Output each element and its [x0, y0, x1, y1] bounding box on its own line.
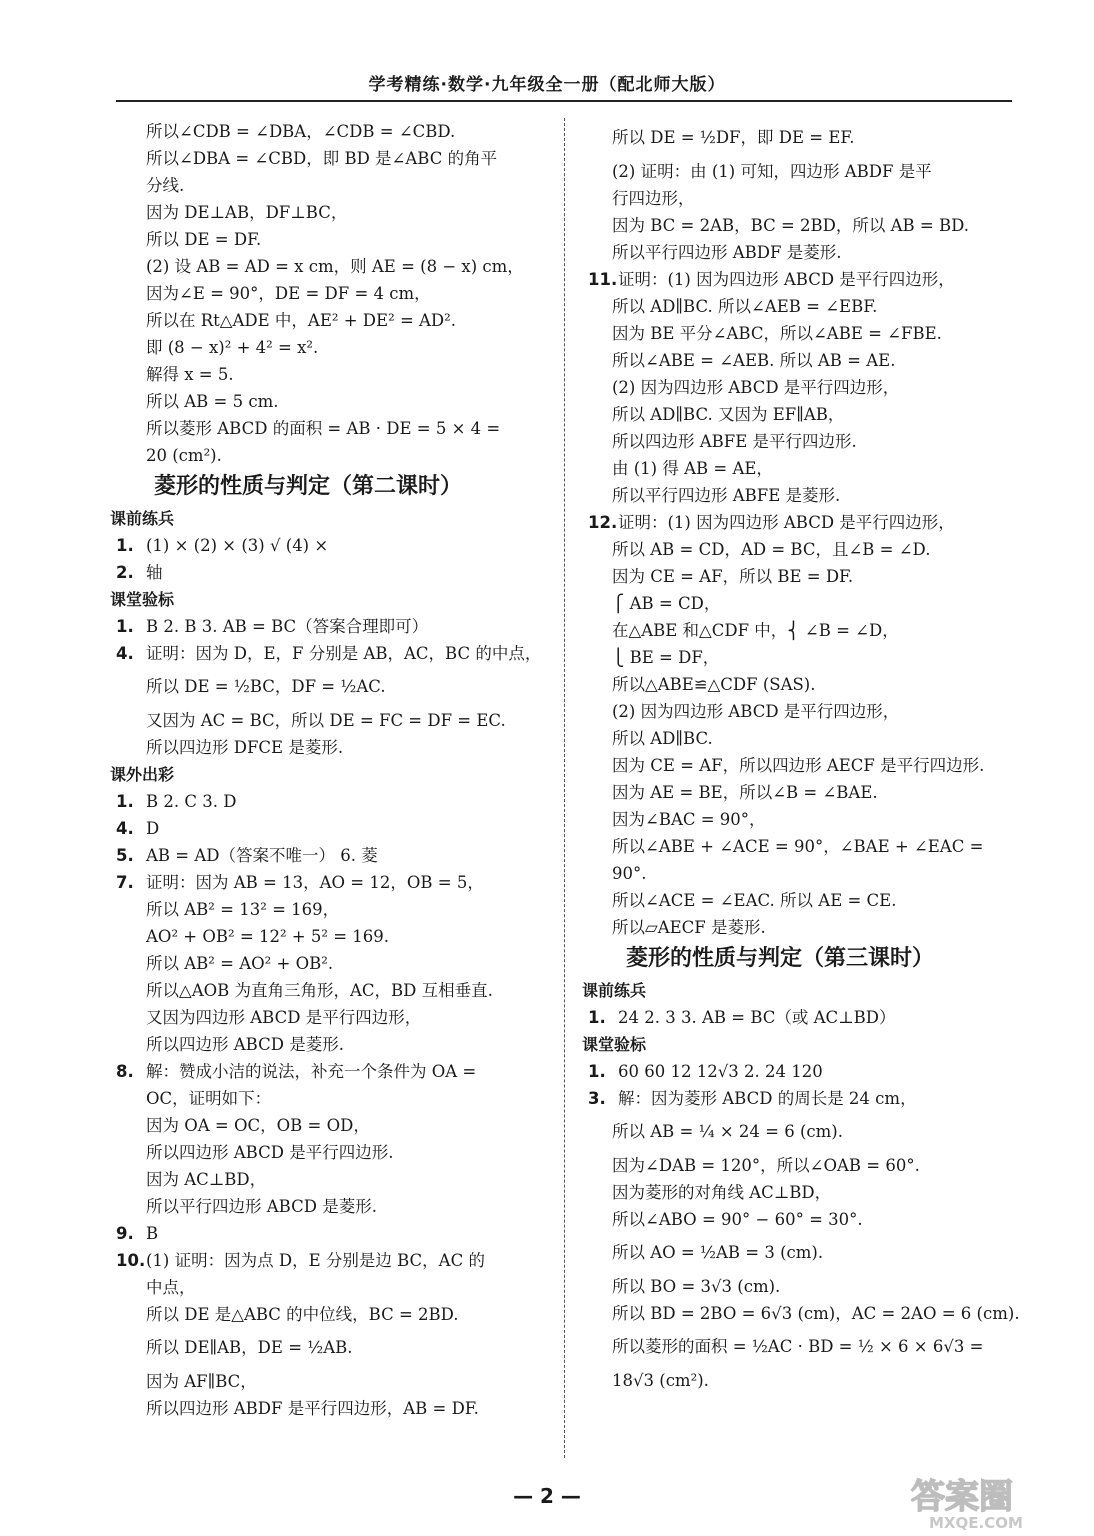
text-line: (2) 设 AB = AD = x cm，则 AE = (8 − x) cm， [146, 257, 524, 276]
text-line: 因为 BE 平分∠ABC，所以∠ABE = ∠FBE. [612, 324, 942, 343]
text-line: AO² + OB² = 12² + 5² = 169. [146, 927, 390, 946]
item-number: 1. [588, 1062, 606, 1081]
numbered-item [582, 266, 1012, 293]
text-line: 因为∠BAC = 90°， [612, 810, 766, 829]
text-line: 因为菱形的对角线 AC⊥BD， [612, 1183, 832, 1202]
item-text: 证明：因为 AB = 13，AO = 12，OB = 5， [146, 873, 484, 892]
numbered-item [110, 815, 550, 842]
section-title: 菱形的性质与判定（第二课时） [154, 474, 463, 499]
text-line: 所以∠ACE = ∠EAC. 所以 AE = CE. [612, 891, 897, 910]
text-line: 所以 AB = CD，AD = BC，且∠B = ∠D. [612, 540, 931, 559]
text-line: 分线. [146, 176, 185, 195]
text-line: 因为 AF∥BC， [146, 1372, 257, 1391]
numbered-item [582, 1058, 1012, 1085]
item-text: 证明：(1) 因为四边形 ABCD 是平行四边形， [618, 513, 955, 532]
text-line: 因为 OA = OC，OB = OD， [146, 1116, 370, 1135]
text-line: 又因为 AC = BC，所以 DE = FC = DF = EC. [146, 711, 506, 730]
item-number: 4. [116, 819, 134, 838]
text-line: 所以 DE = DF. [146, 230, 262, 249]
text-line: 所以平行四边形 ABDF 是菱形. [612, 243, 842, 262]
text-line: 即 (8 − x)² + 4² = x². [146, 338, 319, 357]
text-line: 所以▱AECF 是菱形. [612, 918, 766, 937]
text-line: 所以△ABE≌△CDF (SAS). [612, 675, 816, 694]
text-line: 所以 AB² = AO² + OB². [146, 954, 334, 973]
text-line: 所以四边形 ABCD 是平行四边形. [146, 1143, 394, 1162]
text-line: (2) 证明：由 (1) 可知，四边形 ABDF 是平 [612, 162, 932, 181]
item-number: 1. [116, 536, 134, 555]
text-line: 所以菱形 ABCD 的面积 = AB · DE = 5 × 4 = [146, 419, 501, 438]
item-text: AB = AD（答案不唯一） 6. 菱 [146, 846, 378, 865]
text-line: 所以 AD∥BC. 所以∠AEB = ∠EBF. [612, 297, 878, 316]
svg-text:答案圈: 答案圈 [911, 1477, 1013, 1517]
text-line: ⎩ BE = DF， [612, 648, 720, 667]
svg-text:MXQE.COM: MXQE.COM [929, 1514, 1023, 1532]
item-number: 3. [588, 1089, 606, 1108]
left-column [110, 118, 550, 1422]
text-line: 所以 AB = ¼ × 24 = 6 (cm). [612, 1122, 843, 1141]
item-text: B [146, 1224, 159, 1243]
text-line: 因为 CE = AF，所以 BE = DF. [612, 567, 854, 586]
numbered-item [110, 559, 550, 586]
text-line: 所以∠ABO = 90° − 60° = 30°. [612, 1210, 863, 1229]
text-line: 因为 AE = BE，所以∠B = ∠BAE. [612, 783, 878, 802]
text-line: 所以 DE = ½DF，即 DE = EF. [612, 128, 855, 147]
text-line: 因为∠E = 90°，DE = DF = 4 cm， [146, 284, 431, 303]
text-line: 因为 DE⊥AB，DF⊥BC， [146, 203, 348, 222]
text-line: 因为 BC = 2AB，BC = 2BD，所以 AB = BD. [612, 216, 969, 235]
text-line: 所以平行四边形 ABCD 是菱形. [146, 1197, 377, 1216]
item-number: 4. [116, 644, 134, 663]
text-line: 所以△AOB 为直角三角形，AC，BD 互相垂直. [146, 981, 493, 1000]
text-line: 所以∠CDB = ∠DBA，∠CDB = ∠CBD. [146, 122, 456, 141]
text-line: 所以在 Rt△ADE 中，AE² + DE² = AD². [146, 311, 457, 330]
text-line: 所以 AD∥BC. [612, 729, 713, 748]
text-line: 所以 AB² = 13² = 169， [146, 900, 340, 919]
text-line: 所以 DE 是△ABC 的中位线，BC = 2BD. [146, 1305, 459, 1324]
page-header: 学考精练·数学·九年级全一册（配北师大版） [368, 75, 726, 95]
numbered-item [110, 640, 550, 667]
item-number: 10. [116, 1251, 146, 1270]
item-text: 24 2. 3 3. AB = BC（或 AC⊥BD） [618, 1008, 896, 1027]
numbered-item [582, 509, 1012, 536]
text-line: 所以四边形 ABCD 是菱形. [146, 1035, 344, 1054]
item-number: 1. [588, 1008, 606, 1027]
text-line: 所以平行四边形 ABFE 是菱形. [612, 486, 841, 505]
text-line: 行四边形， [612, 189, 695, 208]
text-line: 中点， [146, 1278, 196, 1297]
subsection-heading: 课外出彩 [110, 765, 175, 784]
text-line: 又因为四边形 ABCD 是平行四边形， [146, 1008, 422, 1027]
text-line: 在△ABE 和△CDF 中，⎨ ∠B = ∠D， [612, 621, 899, 640]
item-text: 证明：因为 D，E，F 分别是 AB，AC，BC 的中点， [146, 644, 542, 663]
text-line: 解得 x = 5. [146, 365, 234, 384]
header-rule [116, 100, 1012, 102]
item-number: 5. [116, 846, 134, 865]
item-text: 轴 [146, 563, 163, 582]
section-title: 菱形的性质与判定（第三课时） [626, 946, 935, 971]
item-text: (1) 证明：因为点 D，E 分别是边 BC，AC 的 [146, 1251, 485, 1270]
text-line: (2) 因为四边形 ABCD 是平行四边形， [612, 702, 900, 721]
page-number: — 2 — [513, 1484, 581, 1508]
item-text: 解：赞成小洁的说法，补充一个条件为 OA = [146, 1062, 477, 1081]
numbered-item [110, 788, 550, 815]
numbered-item [110, 1247, 550, 1274]
numbered-item [110, 869, 550, 896]
numbered-item [110, 1058, 550, 1085]
item-number: 2. [116, 563, 134, 582]
text-line: 所以∠ABE = ∠AEB. 所以 AB = AE. [612, 351, 896, 370]
item-text: B 2. B 3. AB = BC（答案合理即可） [146, 617, 429, 636]
text-line: 因为∠DAB = 120°，所以∠OAB = 60°. [612, 1156, 920, 1175]
watermark-logo [905, 1470, 1080, 1532]
item-text: 证明：(1) 因为四边形 ABCD 是平行四边形， [618, 270, 955, 289]
item-number: 7. [116, 873, 134, 892]
text-line: ⎧ AB = CD， [612, 594, 721, 613]
item-number: 1. [116, 792, 134, 811]
item-text: 解：因为菱形 ABCD 的周长是 24 cm， [618, 1089, 917, 1108]
subsection-heading: 课前练兵 [582, 981, 647, 1000]
text-line: 所以 DE∥AB，DE = ½AB. [146, 1338, 353, 1357]
text-line: 所以 BO = 3√3 (cm). [612, 1277, 781, 1296]
item-number: 9. [116, 1224, 134, 1243]
text-line: 18√3 (cm²). [612, 1371, 709, 1390]
item-text: B 2. C 3. D [146, 792, 237, 811]
item-text: D [146, 819, 160, 838]
subsection-heading: 课堂验标 [582, 1035, 647, 1054]
text-line: 所以 DE = ½BC，DF = ½AC. [146, 677, 386, 696]
item-text: (1) × (2) × (3) √ (4) × [146, 536, 329, 555]
column-divider [564, 118, 565, 1458]
numbered-item [582, 1004, 1012, 1031]
text-line: 所以四边形 ABFE 是平行四边形. [612, 432, 857, 451]
text-line: 因为 AC⊥BD， [146, 1170, 267, 1189]
text-line: 所以∠ABE + ∠ACE = 90°，∠BAE + ∠EAC = [612, 837, 984, 856]
text-line: 所以菱形的面积 = ½AC · BD = ½ × 6 × 6√3 = [612, 1337, 984, 1356]
text-line: 90°. [612, 864, 647, 883]
text-line: 所以 AO = ½AB = 3 (cm). [612, 1243, 824, 1262]
text-line: 所以四边形 DFCE 是菱形. [146, 738, 344, 757]
text-line: 由 (1) 得 AB = AE， [612, 459, 773, 478]
item-number: 11. [588, 270, 618, 289]
numbered-item [110, 842, 550, 869]
item-number: 12. [588, 513, 618, 532]
text-line: OC，证明如下： [146, 1089, 272, 1108]
item-text: 60 60 12 12√3 2. 24 120 [618, 1062, 823, 1081]
text-line: 所以 AD∥BC. 又因为 EF∥AB， [612, 405, 845, 424]
subsection-heading: 课前练兵 [110, 509, 175, 528]
text-line: (2) 因为四边形 ABCD 是平行四边形， [612, 378, 900, 397]
right-column [582, 118, 1020, 1394]
text-line: 因为 CE = AF，所以四边形 AECF 是平行四边形. [612, 756, 985, 775]
text-line: 20 (cm²). [146, 446, 222, 465]
subsection-heading: 课堂验标 [110, 590, 175, 609]
numbered-item [582, 1085, 1012, 1112]
text-line: 所以 AB = 5 cm. [146, 392, 279, 411]
item-number: 8. [116, 1062, 134, 1081]
numbered-item [110, 532, 550, 559]
text-line: 所以∠DBA = ∠CBD，即 BD 是∠ABC 的角平 [146, 149, 498, 168]
text-line: 所以四边形 ABDF 是平行四边形，AB = DF. [146, 1399, 479, 1418]
item-number: 1. [116, 617, 134, 636]
numbered-item [110, 1220, 550, 1247]
numbered-item [110, 613, 550, 640]
text-line: 所以 BD = 2BO = 6√3 (cm)，AC = 2AO = 6 (cm). [612, 1304, 1020, 1323]
